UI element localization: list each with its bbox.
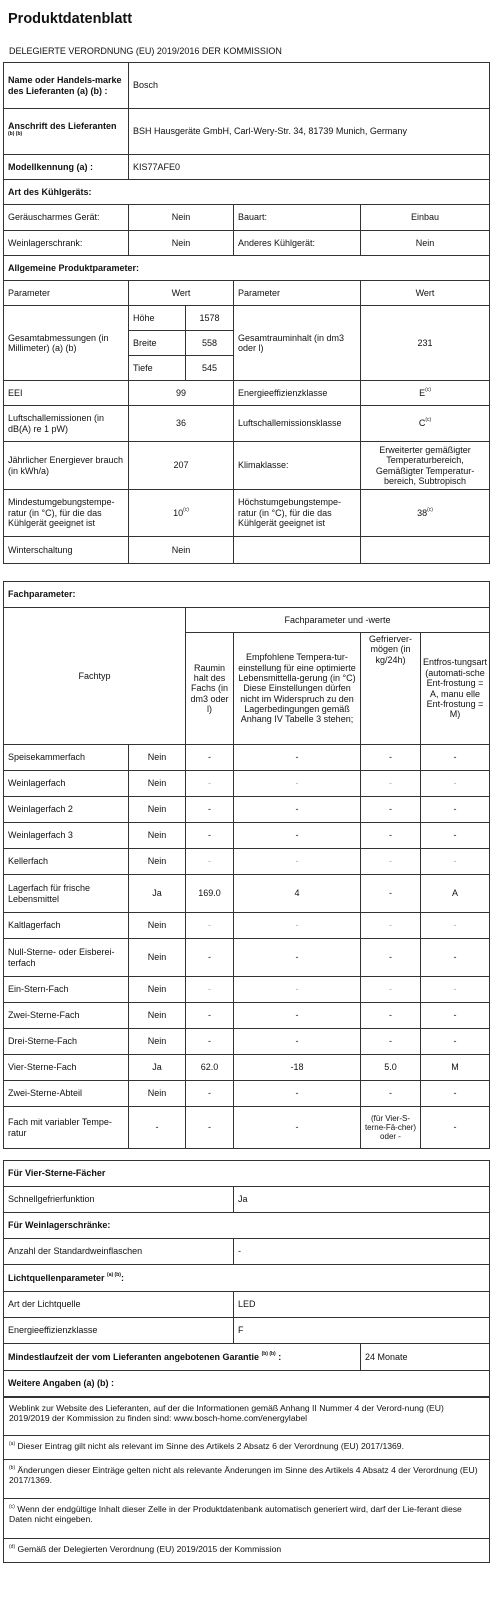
compartment-freeze: -: [361, 1029, 421, 1055]
compartment-row: [4, 771, 490, 797]
compartment-defrost: -: [421, 823, 490, 849]
energy-class-label: Energieeffizienzklasse: [234, 381, 361, 406]
noise-class-value: $C^{(c)}$: [361, 406, 490, 442]
compartment-row: [4, 977, 490, 1003]
compartment-row: [4, 797, 490, 823]
four-star-heading: Für Vier-Sterne-Fächer: [4, 1161, 490, 1187]
col-value-header: Wert: [129, 281, 234, 306]
compartment-temp: -: [234, 1081, 361, 1107]
compartment-volume: -: [186, 913, 234, 939]
compartment-name: Zwei-Sterne-Abteil: [4, 1081, 129, 1107]
height-value: 1578: [186, 306, 234, 331]
compartment-defrost: -: [421, 939, 490, 977]
compartment-row: [4, 913, 490, 939]
compartment-volume: -: [186, 1107, 234, 1149]
compartment-defrost: -: [421, 771, 490, 797]
compartment-present: Nein: [129, 849, 186, 875]
total-volume-value: 231: [361, 306, 490, 381]
compartment-name: Lagerfach für frische Lebensmittel: [4, 875, 129, 913]
eei-value: 99: [129, 381, 234, 406]
compartment-freeze: -: [361, 875, 421, 913]
supplier-table: [3, 62, 490, 180]
compartment-name: Speisekammerfach: [4, 745, 129, 771]
compartment-name: Kaltlagerfach: [4, 913, 129, 939]
compartment-freeze: -: [361, 1081, 421, 1107]
climate-class-label: Klimaklasse:: [234, 442, 361, 490]
compartment-temp: -: [234, 977, 361, 1003]
height-label: Höhe: [129, 306, 186, 331]
annual-energy-label: Jährlicher Energiever brauch (in kWh/a): [4, 442, 129, 490]
compartment-temp: -: [234, 913, 361, 939]
compartment-row: [4, 1055, 490, 1081]
min-ambient-temp-value: 10$^{(c)}$: [129, 490, 234, 537]
compartment-defrost: -: [421, 1107, 490, 1149]
col-defrost-header: Entfros-tungsart (automati-sche Ent-frostung = A, manu elle Ent-frostung = M): [421, 633, 490, 745]
compartment-row: [4, 823, 490, 849]
model-id-label: Modellkennung (a) :: [4, 155, 129, 180]
product-data-sheet: [3, 3, 489, 1595]
compartment-freeze: (für Vier-S-terne-Fä-cher) oder -: [361, 1107, 421, 1149]
compartment-defrost: -: [421, 1003, 490, 1029]
compartment-volume: -: [186, 977, 234, 1003]
compartment-present: Nein: [129, 977, 186, 1003]
compartment-present: Nein: [129, 771, 186, 797]
compartment-params-header: Fachparameter und -werte: [186, 608, 490, 633]
compartment-temp: -: [234, 939, 361, 977]
quick-freeze-label: Schnellgefrierfunktion: [4, 1187, 234, 1213]
compartment-temp: -: [234, 823, 361, 849]
dimensions-label: Gesamtabmessungen (in Millimeter) (a) (b): [4, 306, 129, 381]
supplier-address-label: Anschrift des Lieferanten $^{(b) (b)}$: [4, 109, 129, 155]
compartment-temp: -: [234, 1003, 361, 1029]
compartment-name: Vier-Sterne-Fach: [4, 1055, 129, 1081]
compartment-freeze: -: [361, 1003, 421, 1029]
appliance-type-table: [3, 179, 490, 256]
depth-value: 545: [186, 356, 234, 381]
noise-class-label: Luftschallemissionsklasse: [234, 406, 361, 442]
design-label: Bauart:: [234, 205, 361, 231]
compartment-defrost: M: [421, 1055, 490, 1081]
compartment-defrost: -: [421, 1029, 490, 1055]
compartment-temp: -18: [234, 1055, 361, 1081]
compartment-row: [4, 875, 490, 913]
compartment-defrost: -: [421, 913, 490, 939]
width-label: Breite: [129, 331, 186, 356]
light-source-heading: Lichtquellenparameter $^{(a) (b)}$:: [4, 1265, 490, 1292]
light-type-label: Art der Lichtquelle: [4, 1292, 234, 1318]
col-parameter-header-2: Parameter: [234, 281, 361, 306]
noise-emission-label: Luftschallemissionen (in dB(A) re 1 pW): [4, 406, 129, 442]
compartment-present: Nein: [129, 1003, 186, 1029]
compartment-temp: -: [234, 797, 361, 823]
compartment-name: Weinlagerfach: [4, 771, 129, 797]
supplier-name-value: Bosch: [129, 63, 490, 109]
compartment-volume: -: [186, 771, 234, 797]
light-class-label: Energieeffizienzklasse: [4, 1318, 234, 1344]
compartment-freeze: -: [361, 913, 421, 939]
footnote-d: $^{(d)}$ Gemäß der Delegierten Verordnung (EU) 2019/2015 der Kommission: [4, 1539, 490, 1563]
warranty-label: Mindestlaufzeit der vom Lieferanten angebotenen Garantie $^{(b) (b)}$ :: [4, 1344, 361, 1371]
col-freeze-header: Gefrierver-mögen (in kg/24h): [361, 633, 421, 745]
compartment-defrost: A: [421, 875, 490, 913]
wine-cabinet-label: Weinlagerschrank:: [4, 231, 129, 256]
wine-bottles-value: -: [234, 1239, 490, 1265]
compartment-present: Nein: [129, 823, 186, 849]
col-volume-header: Raumin halt des Fachs (in dm3 oder l): [186, 633, 234, 745]
compartment-defrost: -: [421, 745, 490, 771]
col-parameter-header: Parameter: [4, 281, 129, 306]
compartment-temp: 4: [234, 875, 361, 913]
extra-params-table: [3, 1160, 490, 1397]
design-value: Einbau: [361, 205, 490, 231]
compartment-freeze: -: [361, 849, 421, 875]
compartment-freeze: -: [361, 745, 421, 771]
compartment-present: Nein: [129, 913, 186, 939]
compartment-present: Nein: [129, 797, 186, 823]
compartment-defrost: -: [421, 849, 490, 875]
compartment-freeze: 5.0: [361, 1055, 421, 1081]
compartment-freeze: -: [361, 823, 421, 849]
appliance-type-heading: Art des Kühlgeräts:: [4, 180, 490, 205]
compartment-volume: 169.0: [186, 875, 234, 913]
footnote-b: $^{(b)}$ Änderungen dieser Einträge gelten nicht als relevante Änderungen im Sinne des Artikels 4 Absatz 4 der Verordnung (EU) 2017/1369.: [4, 1460, 490, 1499]
winter-setting-value: Nein: [129, 537, 234, 564]
low-noise-label: Geräuscharmes Gerät:: [4, 205, 129, 231]
supplier-name-label: Name oder Handels-marke des Lieferanten (a) (b) :: [4, 63, 129, 109]
compartment-name: Drei-Sterne-Fach: [4, 1029, 129, 1055]
compartment-row: [4, 939, 490, 977]
col-value-header-2: Wert: [361, 281, 490, 306]
compartment-present: -: [129, 1107, 186, 1149]
max-ambient-temp-value: 38$^{(c)}$: [361, 490, 490, 537]
compartment-name: Null-Sterne- oder Eisberei-terfach: [4, 939, 129, 977]
compartment-present: Nein: [129, 745, 186, 771]
compartment-defrost: -: [421, 1081, 490, 1107]
energy-class-value: $E^{(c)}$: [361, 381, 490, 406]
width-value: 558: [186, 331, 234, 356]
eei-label: EEI: [4, 381, 129, 406]
compartment-name: Zwei-Sterne-Fach: [4, 1003, 129, 1029]
compartment-present: Ja: [129, 1055, 186, 1081]
compartment-row: [4, 849, 490, 875]
total-volume-label: Gesamtrauminhalt (in dm3 oder l): [234, 306, 361, 381]
compartment-row: [4, 1081, 490, 1107]
light-type-value: LED: [234, 1292, 490, 1318]
max-ambient-temp-label: Höchstumgebungstempe-ratur (in °C), für die das Kühlgerät geeignet ist: [234, 490, 361, 537]
wine-cabinet-value: Nein: [129, 231, 234, 256]
supplier-weblink-note: Weblink zur Website des Lieferanten, auf der die Informationen gemäß Anhang II Nummer 4 der Verord-nung (EU) 2019/2019 der Kommission zu finden sind: www.bosch-home.com/energylabel: [4, 1398, 490, 1436]
compartment-defrost: -: [421, 977, 490, 1003]
compartment-volume: -: [186, 1029, 234, 1055]
compartment-volume: -: [186, 745, 234, 771]
compartment-present: Nein: [129, 1029, 186, 1055]
general-params-table: [3, 255, 490, 564]
compartment-temp: -: [234, 1107, 361, 1149]
winter-setting-label: Winterschaltung: [4, 537, 129, 564]
compartment-temp: -: [234, 745, 361, 771]
col-temp-header: Empfohlene Tempera-tur-einstellung für eine optimierte Lebensmittella-gerung (in °C) Diese Einstellungen dürfen nicht im Widerspruch zu den Lagerbedingungen gemäß Anhang IV Tabelle 3 stehen;: [234, 633, 361, 745]
compartments-table: [3, 581, 490, 1149]
compartment-present: Nein: [129, 939, 186, 977]
footnote-c: $^{(c)}$ Wenn der endgültige Inhalt dieser Zelle in der Produktdatenbank automatisch generiert wird, darf der Lie-ferant diese Daten nicht eingeben.: [4, 1499, 490, 1539]
compartment-volume: 62.0: [186, 1055, 234, 1081]
supplier-address-value: BSH Hausgeräte GmbH, Carl-Wery-Str. 34, 81739 Munich, Germany: [129, 109, 490, 155]
min-ambient-temp-label: Mindestumgebungstempe-ratur (in °C), für die das Kühlgerät geeignet ist: [4, 490, 129, 537]
compartment-temp: -: [234, 1029, 361, 1055]
page-title: Produktdatenblatt: [8, 11, 133, 27]
other-appliance-value: Nein: [361, 231, 490, 256]
compartment-freeze: -: [361, 771, 421, 797]
compartment-volume: -: [186, 1081, 234, 1107]
compartment-name: Weinlagerfach 2: [4, 797, 129, 823]
further-info-heading: Weitere Angaben (a) (b) :: [4, 1371, 490, 1397]
compartment-name: Fach mit variabler Tempe-ratur: [4, 1107, 129, 1149]
other-appliance-label: Anderes Kühlgerät:: [234, 231, 361, 256]
compartment-volume: -: [186, 849, 234, 875]
depth-label: Tiefe: [129, 356, 186, 381]
annual-energy-value: 207: [129, 442, 234, 490]
noise-emission-value: 36: [129, 406, 234, 442]
compartment-rows: [4, 745, 490, 1149]
general-heading: Allgemeine Produktparameter:: [4, 256, 490, 281]
wine-heading: Für Weinlagerschränke:: [4, 1213, 490, 1239]
compartment-row: [4, 1003, 490, 1029]
compartment-name: Kellerfach: [4, 849, 129, 875]
compartment-freeze: -: [361, 797, 421, 823]
compartment-volume: -: [186, 823, 234, 849]
compartments-heading: Fachparameter:: [4, 582, 490, 608]
compartment-present: Ja: [129, 875, 186, 913]
compartment-type-header: Fachtyp: [4, 608, 186, 745]
regulation-subtitle: DELEGIERTE VERORDNUNG (EU) 2019/2016 DER KOMMISSION: [9, 46, 282, 56]
compartment-freeze: -: [361, 977, 421, 1003]
compartment-volume: -: [186, 939, 234, 977]
wine-bottles-label: Anzahl der Standardweinflaschen: [4, 1239, 234, 1265]
quick-freeze-value: Ja: [234, 1187, 490, 1213]
compartment-present: Nein: [129, 1081, 186, 1107]
compartment-row: [4, 1107, 490, 1149]
warranty-value: 24 Monate: [361, 1344, 490, 1371]
compartment-row: [4, 745, 490, 771]
compartment-defrost: -: [421, 797, 490, 823]
light-class-value: F: [234, 1318, 490, 1344]
footnote-a: $^{(a)}$ Dieser Eintrag gilt nicht als relevant im Sinne des Artikels 2 Absatz 6 der Verordnung (EU) 2017/1369.: [4, 1436, 490, 1460]
model-id-value: KIS77AFE0: [129, 155, 490, 180]
notes-table: [3, 1397, 490, 1563]
compartment-name: Ein-Stern-Fach: [4, 977, 129, 1003]
low-noise-value: Nein: [129, 205, 234, 231]
compartment-freeze: -: [361, 939, 421, 977]
compartment-volume: -: [186, 1003, 234, 1029]
compartment-volume: -: [186, 797, 234, 823]
compartment-temp: -: [234, 771, 361, 797]
compartment-name: Weinlagerfach 3: [4, 823, 129, 849]
climate-class-value: Erweiterter gemäßigter Temperaturbereich, Gemäßigter Temperatur-bereich, Subtropisch: [361, 442, 490, 490]
compartment-row: [4, 1029, 490, 1055]
compartment-temp: -: [234, 849, 361, 875]
